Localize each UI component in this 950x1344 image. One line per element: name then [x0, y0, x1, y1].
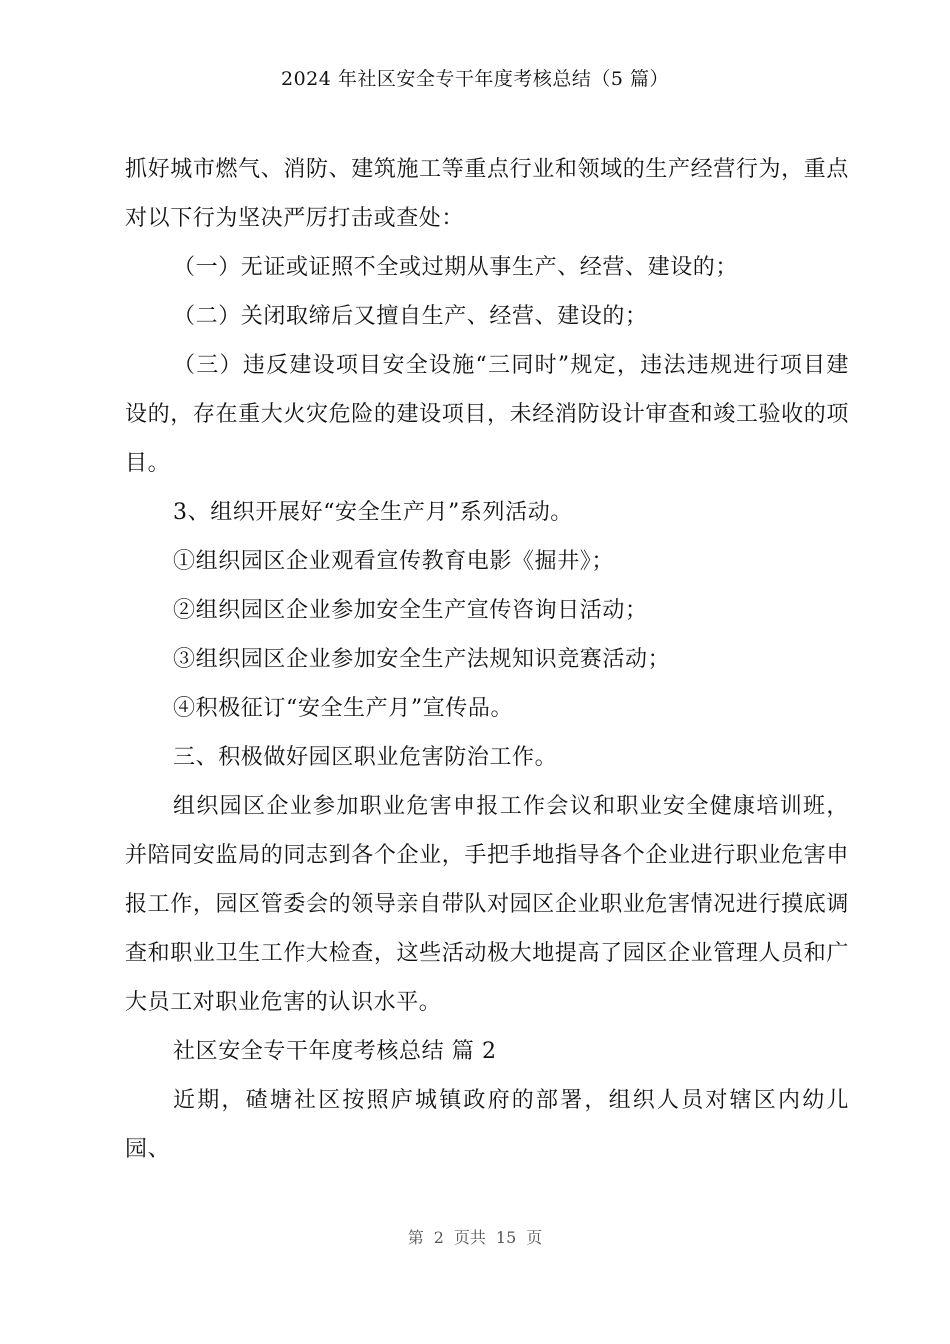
- footer-page-end: 页: [526, 1228, 543, 1247]
- footer-page-label: 第: [407, 1228, 424, 1247]
- activity-item-4: ④积极征订“安全生产月”宣传品。: [173, 696, 514, 721]
- footer-total-pages: 15: [495, 1228, 517, 1247]
- section-heading-3: 3、组织开展好“安全生产月”系列活动。: [173, 500, 573, 525]
- page-footer: [0, 1228, 950, 1248]
- article-heading-2: 社区安全专干年度考核总结 篇 2: [173, 1039, 497, 1064]
- list-item-1: （一）无证或证照不全或过期从事生产、经营、建设的；: [173, 255, 739, 280]
- paragraph-article-2-start: 近期，碴塘社区按照庐城镇政府的部署，组织人员对辖区内幼儿园、: [125, 1088, 849, 1162]
- list-item-2: （二）关闭取缔后又擅自生产、经营、建设的；: [173, 304, 648, 329]
- activity-item-2: ②组织园区企业参加安全生产宣传咨询日活动；: [173, 598, 648, 623]
- footer-page-mid: 页共: [453, 1228, 486, 1247]
- activity-item-3: ③组织园区企业参加安全生产法规知识竞赛活动；: [173, 647, 671, 672]
- paragraph-occupational-hazard: 组织园区企业参加职业危害申报工作会议和职业安全健康培训班，并陪同安监局的同志到各个企业，手把手地指导各个企业进行职业危害申报工作，园区管委会的领导亲自带队对园区企业职业危害情况进行摸底调查和职业卫生工作大检查，这些活动极大地提高了园区企业管理人员和广大员工对职业危害的认识水平。: [125, 794, 849, 1015]
- list-item-3: （三）违反建设项目安全设施“三同时”规定，违法违规进行项目建设的，存在重大火灾危险的建设项目，未经消防设计审查和竣工验收的项目。: [125, 353, 849, 476]
- section-heading-three: 三、积极做好园区职业危害防治工作。: [173, 745, 558, 770]
- activity-item-1: ①组织园区企业观看宣传教育电影《掘井》；: [173, 549, 615, 574]
- document-title: 2024 年社区安全专干年度考核总结（5 篇）: [280, 68, 670, 90]
- paragraph-intro: 抓好城市燃气、消防、建筑施工等重点行业和领域的生产经营行为，重点对以下行为坚决严厉打击或查处：: [125, 157, 849, 231]
- footer-current-page: 2: [433, 1228, 444, 1247]
- document-body: [125, 145, 849, 1174]
